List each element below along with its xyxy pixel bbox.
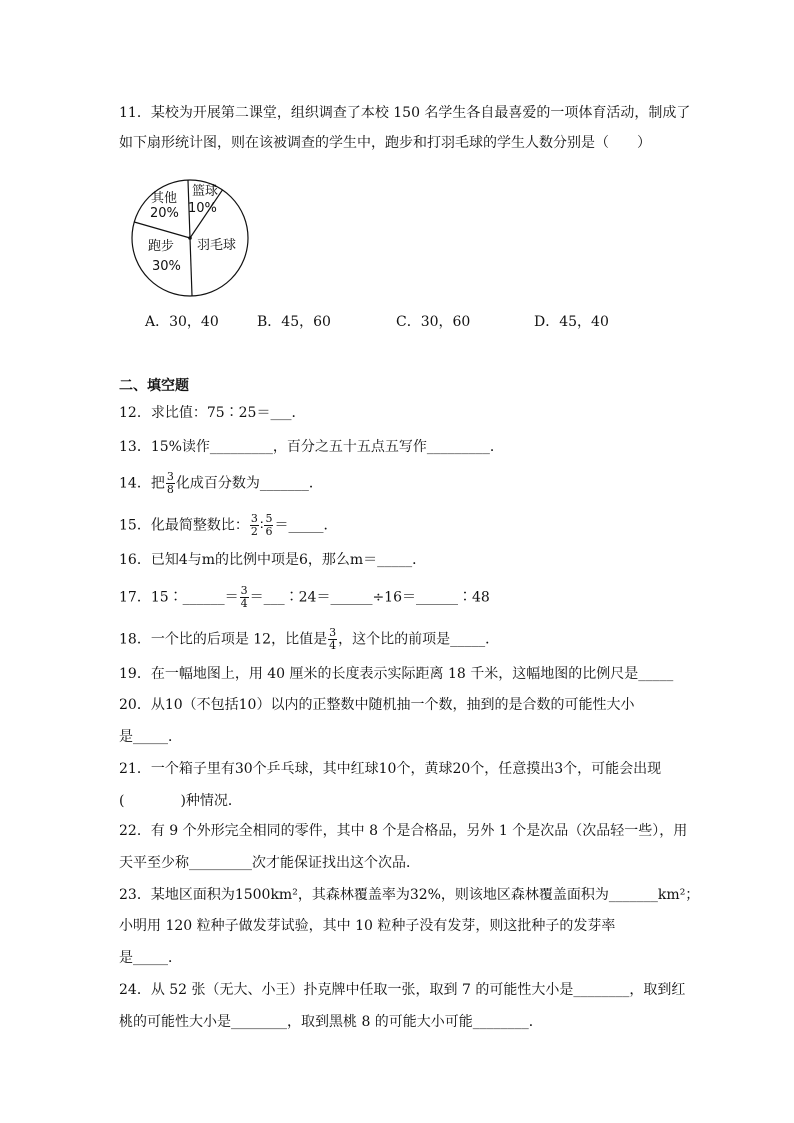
option-d: D．45，40 (534, 314, 609, 330)
q21-line2: ( )种情况． (119, 793, 242, 809)
q15-sep: ∶ (259, 517, 264, 534)
slice-percent-running: 30% (152, 259, 181, 274)
option-a: A．30，40 (145, 314, 219, 330)
q15-den2: 6 (265, 525, 273, 538)
q15-num1: 3 (250, 512, 258, 525)
q14-den: 8 (166, 483, 174, 496)
section-title: 二、填空题 (119, 378, 189, 394)
q14-fraction (166, 471, 175, 496)
q23-line1: 23．某地区面积为1500km²，其森林覆盖率为32%，则该地区森林覆盖面积为_______km²； (119, 887, 700, 903)
q22-line2: 天平至少称_________次才能保证找出这个次品． (119, 855, 420, 871)
q15-fraction2 (264, 513, 273, 538)
pie-center (188, 236, 192, 240)
q18-fraction (328, 627, 337, 652)
q12: 12．求比值：75∶25＝___． (119, 405, 306, 421)
q20-line1: 20．从10（不包括10）以内的正整数中随机抽一个数，抽到的是合数的可能性大小 (119, 697, 635, 713)
slice-percent-basketball: 10% (188, 201, 217, 216)
q22-line1: 22．有 9 个外形完全相同的零件，其中 8 个是合格品，另外 1 个是次品（次品轻一些），用 (119, 823, 688, 839)
q14-post: 化成百分数为_______． (175, 475, 323, 492)
q14 (119, 471, 674, 496)
q18-post: ，这个比的前项是_____． (338, 631, 500, 648)
q14-num: 3 (166, 470, 174, 483)
q17-pre: 17．15∶______＝ (119, 589, 239, 606)
q13: 13．15%读作_________，百分之五十五点五写作_________． (119, 439, 504, 455)
q15-fraction1 (250, 513, 259, 538)
q18-pre: 18．一个比的后项是 12，比值是 (119, 631, 328, 648)
q15-den1: 2 (250, 525, 258, 538)
q17-post: ＝___∶24＝______÷16＝______∶48 (249, 589, 490, 606)
q15-post: ＝_____． (274, 517, 338, 534)
option-b: B．45，60 (257, 314, 331, 330)
q18-den: 4 (329, 639, 337, 652)
q23-line2: 小明用 120 粒种子做发芽试验，其中 10 粒种子没有发芽，则这批种子的发芽率 (119, 918, 616, 934)
q16: 16．已知4与m的比例中项是6，那么m＝_____． (119, 552, 427, 568)
q24-line2: 桃的可能性大小是________，取到黑桃 8 的可能大小可能________． (119, 1014, 543, 1030)
q18 (119, 627, 674, 652)
q23-line3: 是_____． (119, 950, 182, 966)
slice-percent-other: 20% (150, 206, 179, 221)
q17-den: 4 (240, 597, 248, 610)
q17 (119, 585, 674, 610)
q21-line1: 21．一个箱子里有30个乒乓球，其中红球10个，黄球20个，任意摸出3个，可能会出现 (119, 761, 662, 777)
slice-label-badminton: 羽毛球 (197, 238, 237, 253)
q15 (119, 513, 674, 538)
q14-pre: 14．把 (119, 475, 165, 492)
option-c: C．30，60 (396, 314, 471, 330)
q20-line2: 是_____． (119, 729, 182, 745)
q15-num2: 5 (265, 512, 273, 525)
slice-label-running: 跑步 (148, 239, 175, 254)
q11-line2: 如下扇形统计图，则在该被调查的学生中，跑步和打羽毛球的学生人数分别是（ ） (119, 135, 651, 151)
q15-pre: 15．化最简整数比： (119, 517, 249, 534)
q17-num: 3 (240, 584, 248, 597)
slice-label-other: 其他 (151, 191, 178, 206)
q17-fraction (240, 585, 249, 610)
q19: 19．在一幅地图上，用 40 厘米的长度表示实际距离 18 千米，这幅地图的比例尺是_____ (119, 666, 674, 682)
slice-label-basketball: 篮球 (192, 184, 219, 199)
pie-chart (128, 176, 252, 300)
q11-line1: 11．某校为开展第二课堂，组织调查了本校 150 名学生各自最喜爱的一项体育活动，制成了 (119, 105, 691, 121)
q24-line1: 24．从 52 张（无大、小王）扑克牌中任取一张，取到 7 的可能性大小是________，取到红 (119, 982, 686, 998)
q18-num: 3 (329, 626, 337, 639)
